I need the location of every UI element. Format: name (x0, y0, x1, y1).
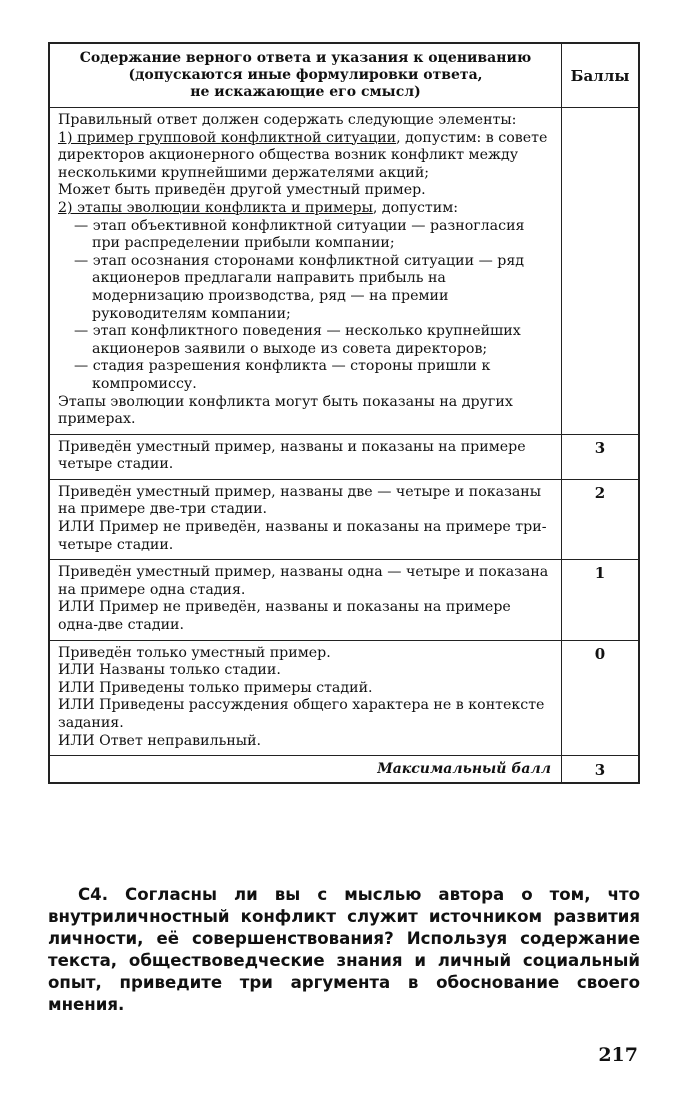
criteria-row (50, 559, 638, 639)
header-points-label: Баллы (570, 66, 630, 85)
max-score-row (50, 755, 638, 782)
answer-content-cell (50, 108, 562, 434)
stage-item: — этап конфликтного поведения — несколько крупнейших акционеров заявили о выходе из совета директоров; (74, 323, 521, 357)
item-1-text: , допустим: в совете директоров акционерного общества возник конфликт между несколькими крупнейшими держателями акций; (58, 129, 548, 181)
max-score-points: 3 (594, 761, 606, 780)
answer-points-cell (562, 108, 638, 434)
header-line-1: Содержание верного ответа и указания к оцениванию (79, 50, 532, 66)
criteria-row (50, 479, 638, 559)
criteria-line: ИЛИ Пример не приведён, названы и показаны на примере три-четыре стадии. (58, 519, 547, 553)
answer-row (50, 107, 638, 434)
table-header-row (50, 44, 638, 107)
item-1-label: 1) пример групповой конфликтной ситуации (58, 129, 397, 146)
criteria-content-cell (50, 435, 562, 479)
criteria-line: Приведён уместный пример, названы и показаны на примере четыре стадии. (58, 438, 526, 473)
answer-item-1-note: Может быть приведён другой уместный пример. (58, 182, 426, 199)
criteria-points: 1 (594, 564, 606, 583)
answer-intro: Правильный ответ должен содержать следующие элементы: (58, 112, 517, 128)
criteria-points: 0 (594, 644, 606, 663)
item-2-label: 2) этапы эволюции конфликта и примеры (58, 199, 373, 216)
criteria-line: ИЛИ Приведены только примеры стадий. (58, 679, 373, 696)
question-c4: С4. Согласны ли вы с мыслью автора о том, что внутриличностный конфликт служит источником развития личности, её совершенствования? Используя содержание текста, обществоведческие знания и личный социальный опыт, приведите три аргумента в обоснование своего мнения. (48, 885, 640, 1014)
criteria-line: Приведён только уместный пример. (58, 644, 331, 661)
item-2-text: , допустим: (372, 199, 459, 216)
criteria-content-cell (50, 641, 562, 756)
criteria-row (50, 434, 638, 479)
criteria-line: ИЛИ Названы только стадии. (58, 662, 281, 679)
criteria-content-cell (50, 560, 562, 639)
header-points-cell (562, 44, 638, 107)
criteria-line: ИЛИ Приведены рассуждения общего характера не в контексте задания. (58, 697, 545, 731)
answer-closing: Этапы эволюции конфликта могут быть показаны на других примерах. (58, 393, 513, 428)
criteria-points: 3 (594, 438, 606, 457)
criteria-line: Приведён уместный пример, названы одна — четыре и показана на примере одна стадия. (58, 564, 549, 598)
max-score-label: Максимальный балл (50, 756, 562, 782)
header-line-2: (допускаются иные формулировки ответа, (128, 67, 483, 83)
criteria-line: ИЛИ Ответ неправильный. (58, 732, 262, 749)
criteria-line: Приведён уместный пример, названы две — четыре и показаны на примере две-три стадии. (58, 483, 542, 518)
criteria-content-cell (50, 480, 562, 559)
stage-item: — этап осознания сторонами конфликтной ситуации — ряд акционеров предлагали направить прибыль на модернизацию производства, ряд — на премии руководителям компании; (74, 252, 525, 322)
stage-item: — стадия разрешения конфликта — стороны пришли к компромиссу. (74, 358, 491, 392)
stage-item: — этап объективной конфликтной ситуации — разногласия при распределении прибыли компании; (74, 217, 525, 252)
criteria-row (50, 640, 638, 756)
answer-item-1 (58, 130, 555, 183)
scoring-table (48, 42, 640, 784)
header-content-cell (50, 44, 562, 107)
answer-item-2 (58, 200, 555, 218)
header-line-3: не искажающие его смысл) (190, 84, 421, 100)
criteria-line: ИЛИ Пример не приведён, названы и показаны на примере одна-две стадии. (58, 599, 511, 634)
criteria-points: 2 (594, 483, 606, 502)
page-number: 217 (598, 1044, 638, 1066)
